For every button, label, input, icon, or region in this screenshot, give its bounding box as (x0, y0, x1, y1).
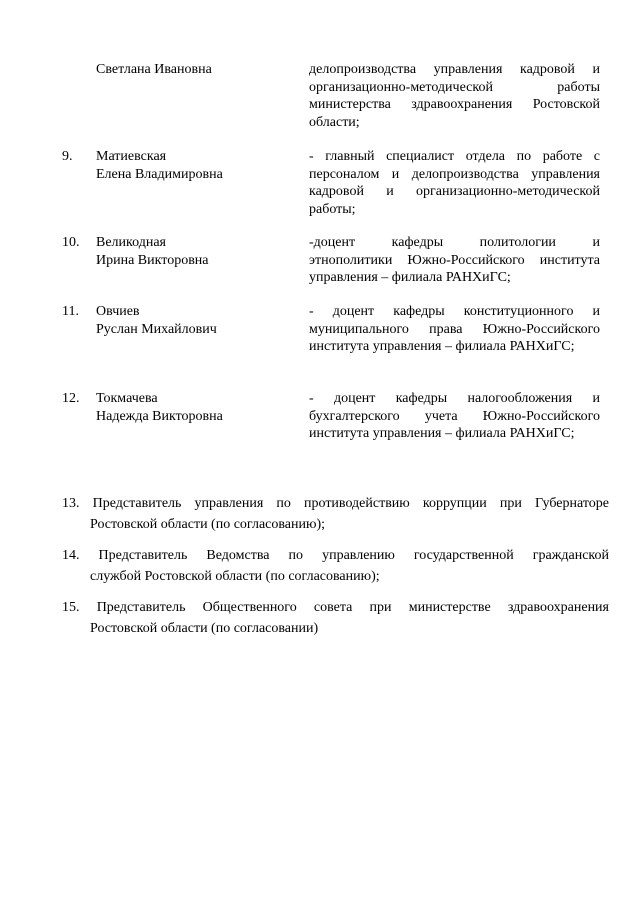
description-line: организационно-методической работы (309, 79, 600, 95)
description-line: этнополитики Южно-Российского института (309, 252, 600, 268)
description-line: института управления – филиала РАНХиГС; (309, 426, 575, 441)
list-item-continuation: службой Ростовской области (по согласованию); (90, 569, 380, 584)
list-item-continuation: Ростовской области (по согласовании) (90, 621, 319, 636)
description-line: -доцент кафедры политологии и (309, 235, 600, 250)
member-number: 10. (62, 235, 80, 250)
member-name (96, 234, 296, 269)
member-surname: Матиевская (96, 149, 167, 164)
member-surname: Овчиев (96, 304, 140, 319)
description-line: работы; (309, 201, 356, 217)
list-item-continuation: Ростовской области (по согласованию); (90, 517, 326, 532)
member-surname: Токмачева (96, 391, 158, 406)
member-number: 9. (62, 149, 73, 164)
member-given-name: Руслан Михайлович (96, 321, 217, 337)
member-given-name: Надежда Викторовна (96, 408, 223, 424)
member-description (309, 61, 600, 131)
member-name (96, 148, 296, 183)
description-line: министерства здравоохранения Ростовской (309, 97, 600, 112)
list-item-text: 13. Представитель управления по противодействию коррупции при Губернаторе (62, 496, 609, 511)
member-name-line: Светлана Ивановна (96, 62, 212, 77)
description-line: - главный специалист отдела по работе с (309, 149, 600, 164)
member-name (96, 390, 296, 425)
list-item (62, 597, 609, 639)
member-description (309, 234, 600, 287)
description-line: - доцент кафедры налогообложения и (309, 391, 600, 406)
description-line: бухгалтерского учета Южно-Российского (309, 408, 600, 424)
member-name (96, 303, 296, 338)
description-line: муниципального права Южно-Российского (309, 321, 600, 337)
description-line: - доцент кафедры конституционного и (309, 304, 600, 319)
member-number: 12. (62, 391, 80, 406)
description-line: области; (309, 114, 360, 130)
member-surname: Великодная (96, 235, 166, 250)
member-number: 11. (62, 304, 79, 319)
member-description (309, 303, 600, 356)
member-description (309, 148, 600, 218)
description-line: управления – филиала РАНХиГС; (309, 270, 511, 285)
member-name (96, 61, 296, 79)
description-line: персоналом и делопроизводства управления (309, 166, 600, 182)
list-item-text: 15. Представитель Общественного совета при министерстве здравоохранения (62, 600, 609, 615)
description-line: делопроизводства управления кадровой и (309, 62, 600, 77)
member-given-name: Ирина Викторовна (96, 252, 209, 268)
member-description (309, 390, 600, 443)
list-item (62, 493, 609, 535)
list-item-text: 14. Представитель Ведомства по управлению государственной гражданской (62, 548, 609, 563)
description-line: кадровой и организационно-методической (309, 184, 600, 199)
description-line: института управления – филиала РАНХиГС; (309, 339, 575, 354)
member-given-name: Елена Владимировна (96, 166, 223, 182)
list-item (62, 545, 609, 587)
